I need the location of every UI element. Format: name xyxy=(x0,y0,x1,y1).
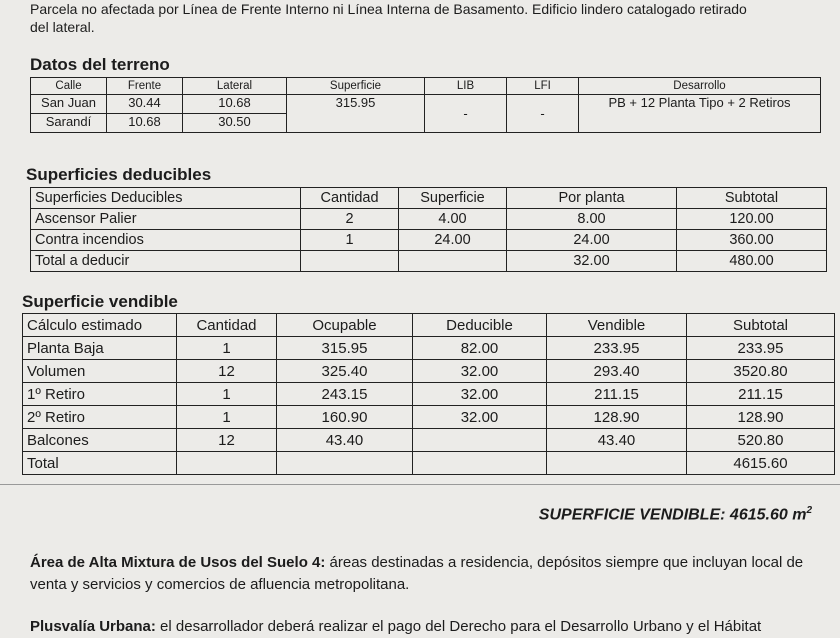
cell: Total xyxy=(23,452,177,475)
terreno-header-row xyxy=(31,78,821,95)
cell: 315.95 xyxy=(287,95,425,133)
cell: 128.90 xyxy=(687,406,835,429)
table-row xyxy=(31,230,827,251)
cell: 43.40 xyxy=(547,429,687,452)
cell: 10.68 xyxy=(183,95,287,114)
cell: 325.40 xyxy=(277,360,413,383)
summary-label: SUPERFICIE VENDIBLE: 4615.60 m xyxy=(538,506,807,524)
cell: - xyxy=(425,95,507,133)
cell: 32.00 xyxy=(507,251,677,272)
cell: 2 xyxy=(301,209,399,230)
table-row xyxy=(31,251,827,272)
plusvalia-text: el desarrollador deberá realizar el pago del Derecho para el Desarrollo Urbano y el Hábitat xyxy=(155,618,762,635)
deducibles-header-row xyxy=(31,188,827,209)
terreno-table xyxy=(30,77,821,133)
table-row xyxy=(31,209,827,230)
cell: 4615.60 xyxy=(687,452,835,475)
table-row xyxy=(23,383,835,406)
vendible-title: Superficie vendible xyxy=(22,292,178,311)
cell: 243.15 xyxy=(277,383,413,406)
cell: 1 xyxy=(177,383,277,406)
cell: 480.00 xyxy=(677,251,827,272)
cell: Balcones xyxy=(23,429,177,452)
col-header: Lateral xyxy=(183,78,287,95)
cell: 24.00 xyxy=(399,230,507,251)
cell: Ascensor Palier xyxy=(31,209,301,230)
cell: 12 xyxy=(177,429,277,452)
terreno-title: Datos del terreno xyxy=(30,55,170,74)
cell: 160.90 xyxy=(277,406,413,429)
col-header: Desarrollo xyxy=(579,78,821,95)
area-paragraph xyxy=(30,552,803,596)
col-header: Cálculo estimado xyxy=(23,314,177,337)
col-header: LIB xyxy=(425,78,507,95)
col-header: Vendible xyxy=(547,314,687,337)
cell: 32.00 xyxy=(413,383,547,406)
cell xyxy=(277,452,413,475)
intro-line-1: Parcela no afectada por Línea de Frente Interno ni Línea Interna de Basamento. Edificio lindero catalogado retirado xyxy=(30,1,747,17)
cell xyxy=(301,251,399,272)
table-row xyxy=(31,95,821,114)
deducibles-title: Superficies deducibles xyxy=(26,165,212,184)
cell: 315.95 xyxy=(277,337,413,360)
col-header: Deducible xyxy=(413,314,547,337)
deducibles-table xyxy=(30,187,827,272)
cell: 211.15 xyxy=(687,383,835,406)
table-row xyxy=(23,429,835,452)
cell: 520.80 xyxy=(687,429,835,452)
cell: 1 xyxy=(177,337,277,360)
intro-line-2: del lateral. xyxy=(30,19,95,35)
col-header: Superficie xyxy=(287,78,425,95)
col-header: Cantidad xyxy=(301,188,399,209)
col-header: Calle xyxy=(31,78,107,95)
cell: - xyxy=(507,95,579,133)
cell: Sarandí xyxy=(31,114,107,133)
col-header: Subtotal xyxy=(677,188,827,209)
cell: 30.50 xyxy=(183,114,287,133)
summary-unit-exponent: 2 xyxy=(806,505,812,516)
cell: 1 xyxy=(301,230,399,251)
cell: Contra incendios xyxy=(31,230,301,251)
table-row xyxy=(23,337,835,360)
area-text-line-2: venta y servicios y comercios de afluencia metropolitana. xyxy=(30,576,410,593)
cell: 12 xyxy=(177,360,277,383)
cell: 1 xyxy=(177,406,277,429)
superficie-vendible-summary xyxy=(539,505,812,524)
cell xyxy=(177,452,277,475)
col-header: Ocupable xyxy=(277,314,413,337)
table-row xyxy=(23,406,835,429)
col-header: LFI xyxy=(507,78,579,95)
cell: 10.68 xyxy=(107,114,183,133)
cell: Total a deducir xyxy=(31,251,301,272)
table-row xyxy=(23,452,835,475)
divider xyxy=(0,484,840,485)
cell: 82.00 xyxy=(413,337,547,360)
cell xyxy=(413,452,547,475)
vendible-header-row xyxy=(23,314,835,337)
cell: 32.00 xyxy=(413,406,547,429)
cell: Volumen xyxy=(23,360,177,383)
col-header: Superficie xyxy=(399,188,507,209)
cell: 293.40 xyxy=(547,360,687,383)
cell: 30.44 xyxy=(107,95,183,114)
cell: 32.00 xyxy=(413,360,547,383)
col-header: Subtotal xyxy=(687,314,835,337)
plusvalia-paragraph xyxy=(30,616,761,638)
cell: 233.95 xyxy=(687,337,835,360)
cell: 128.90 xyxy=(547,406,687,429)
col-header: Por planta xyxy=(507,188,677,209)
cell: 24.00 xyxy=(507,230,677,251)
cell: San Juan xyxy=(31,95,107,114)
plusvalia-label: Plusvalía Urbana: xyxy=(30,618,156,635)
table-row xyxy=(23,360,835,383)
area-text: áreas destinadas a residencia, depósitos siempre que incluyan local de xyxy=(325,554,804,571)
cell xyxy=(547,452,687,475)
col-header: Superficies Deducibles xyxy=(31,188,301,209)
cell: 211.15 xyxy=(547,383,687,406)
cell: 1º Retiro xyxy=(23,383,177,406)
cell: 360.00 xyxy=(677,230,827,251)
area-label: Área de Alta Mixtura de Usos del Suelo 4: xyxy=(30,554,326,571)
cell: 2º Retiro xyxy=(23,406,177,429)
cell: 120.00 xyxy=(677,209,827,230)
cell: 3520.80 xyxy=(687,360,835,383)
intro-text xyxy=(30,0,747,36)
cell: 233.95 xyxy=(547,337,687,360)
vendible-table xyxy=(22,313,835,475)
col-header: Frente xyxy=(107,78,183,95)
cell: 8.00 xyxy=(507,209,677,230)
cell xyxy=(399,251,507,272)
cell: 4.00 xyxy=(399,209,507,230)
cell: Planta Baja xyxy=(23,337,177,360)
cell: 43.40 xyxy=(277,429,413,452)
cell: PB + 12 Planta Tipo + 2 Retiros xyxy=(579,95,821,133)
cell xyxy=(413,429,547,452)
col-header: Cantidad xyxy=(177,314,277,337)
